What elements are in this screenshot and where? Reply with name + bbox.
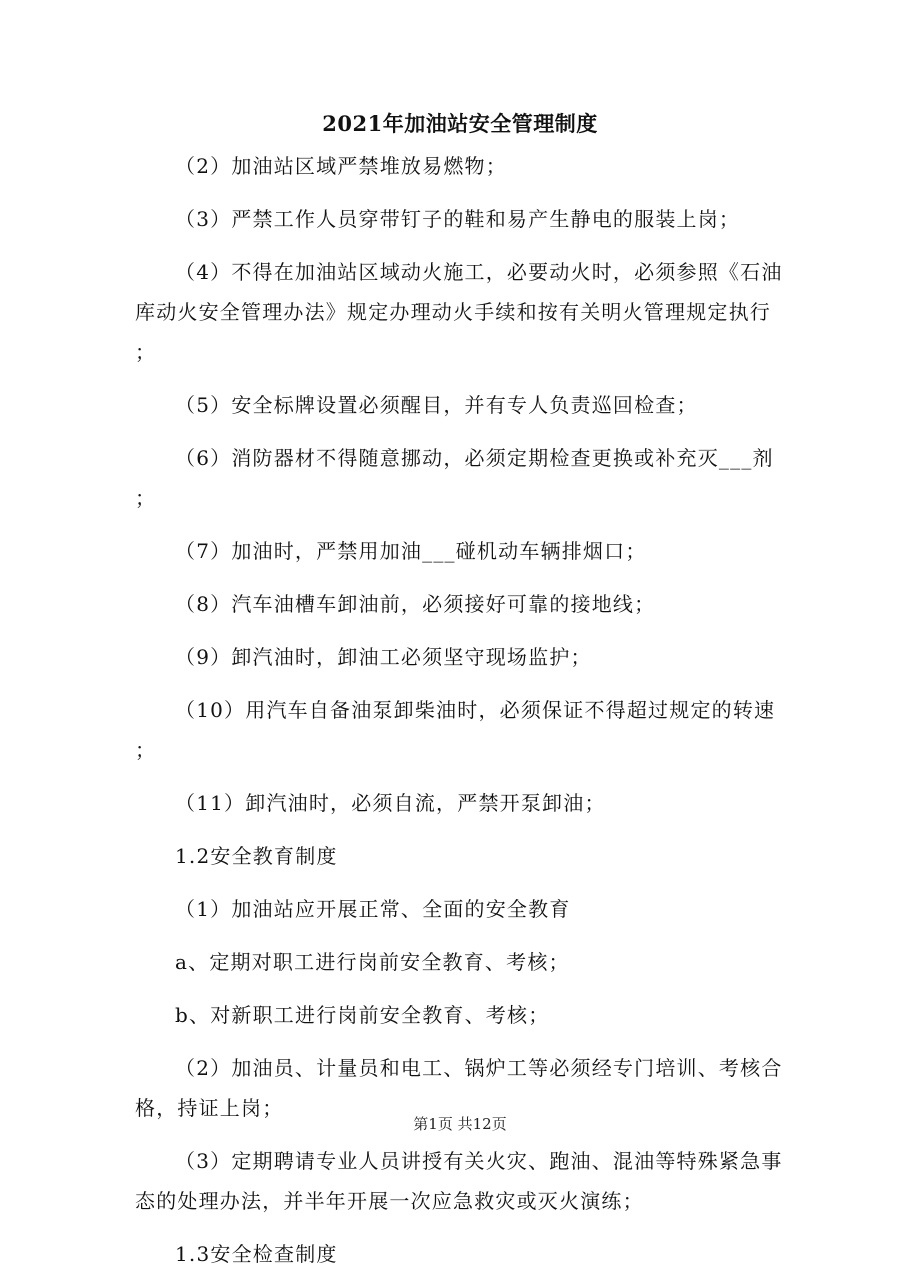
text-line: （10）用汽车自备油泵卸柴油时，必须保证不得超过规定的转速 (175, 698, 776, 722)
text-line: （7）加油时，严禁用加油___碰机动车辆排烟口； (175, 539, 647, 563)
text-line: （11）卸汽油时，必须自流，严禁开泵卸油； (175, 791, 606, 815)
text-line: （2）加油站区域严禁堆放易燃物； (175, 154, 507, 178)
text-line: （6）消防器材不得随意挪动，必须定期检查更换或补充灭___剂 (175, 446, 774, 470)
text-line: ； (135, 486, 157, 510)
text-line: （1）加油站应开展正常、全面的安全教育 (175, 897, 571, 921)
document-body (135, 146, 785, 1274)
text-line: 库动火安全管理办法》规定办理动火手续和按有关明火管理规定执行 (135, 300, 771, 324)
text-line: ； (135, 340, 157, 364)
text-line: （8）汽车油槽车卸油前，必须接好可靠的接地线； (175, 592, 656, 616)
text-line: b、对新职工进行岗前安全教育、考核； (175, 1003, 550, 1027)
text-line: （2）加油员、计量员和电工、锅炉工等必须经专门培训、考核合 (175, 1056, 783, 1080)
document-title: 2021年加油站安全管理制度 (322, 111, 598, 136)
text-line: a、定期对职工进行岗前安全教育、考核； (175, 950, 570, 974)
text-line: （3）定期聘请专业人员讲授有关火灾、跑油、混油等特殊紧急事 (175, 1149, 783, 1173)
text-line: （3）严禁工作人员穿带钉子的鞋和易产生静电的服装上岗； (175, 207, 741, 231)
text-line: ； (135, 738, 157, 762)
text-line: 格，持证上岗； (135, 1096, 284, 1120)
section-heading: 1.3安全检查制度 (175, 1242, 338, 1266)
page-number: 第1页 共12页 (413, 1115, 507, 1133)
text-line: （9）卸汽油时，卸油工必须坚守现场监护； (175, 645, 592, 669)
text-line: （5）安全标牌设置必须醒目，并有专人负责巡回检查； (175, 393, 698, 417)
text-line: （4）不得在加油站区域动火施工，必要动火时，必须参照《石油 (175, 260, 783, 284)
section-heading: 1.2安全教育制度 (175, 844, 338, 868)
text-line: 态的处理办法，并半年开展一次应急救灾或灭火演练； (135, 1189, 644, 1213)
